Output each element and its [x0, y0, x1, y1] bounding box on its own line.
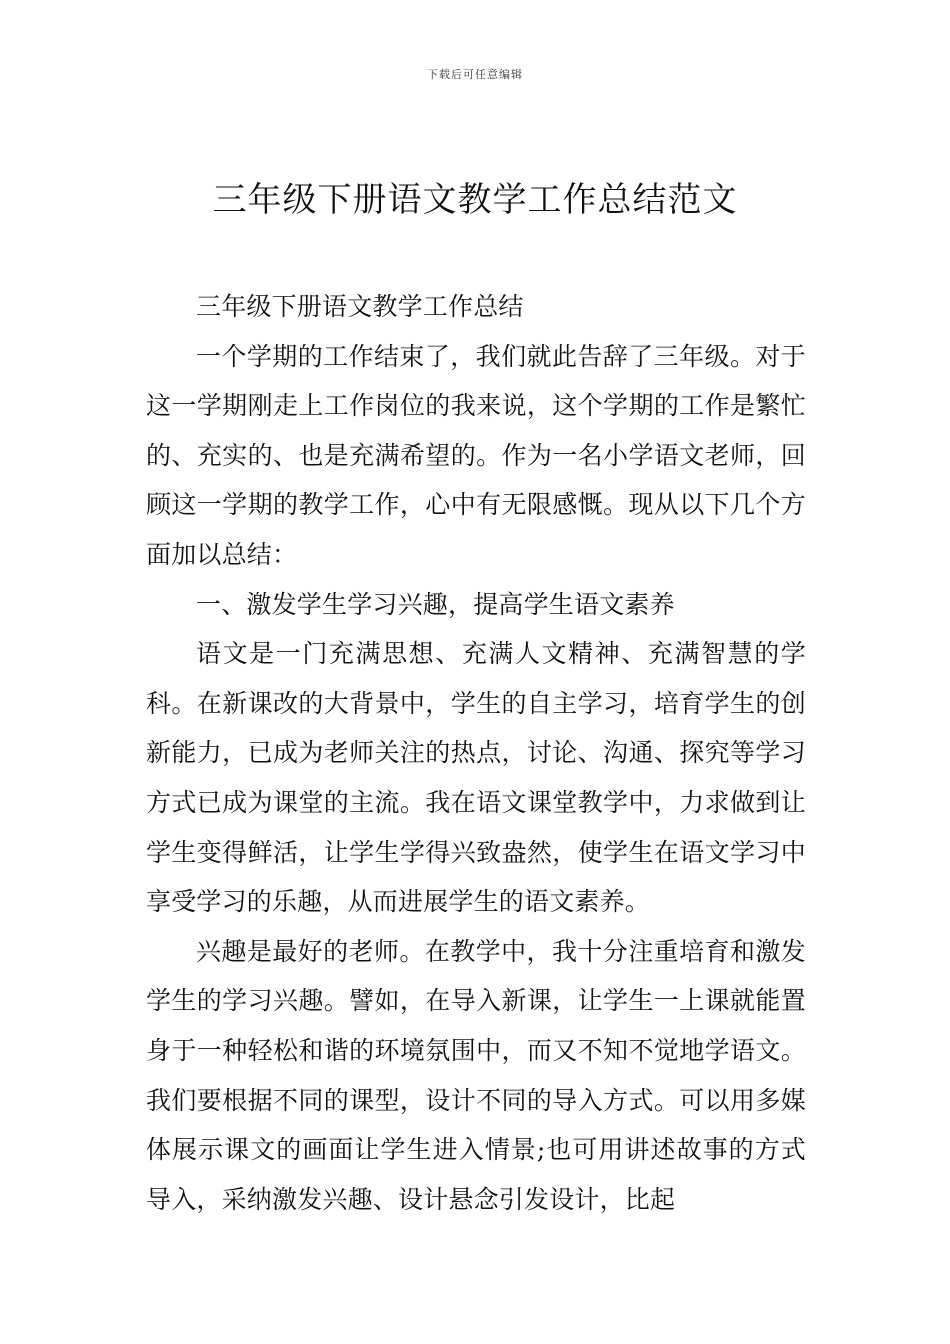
paragraph-intro: 一个学期的工作结束了，我们就此告辞了三年级。对于这一学期刚走上工作岗位的我来说，这个学期的工作是繁忙的、充实的、也是充满希望的。作为一名小学语文老师，回顾这一学期的教学工作，心中有无限感慨。现从以下几个方面加以总结： [146, 341, 806, 569]
paragraph-subtitle: 三年级下册语文教学工作总结 [196, 292, 524, 321]
document-title: 三年级下册语文教学工作总结范文 [212, 180, 738, 220]
section-heading-1: 一、激发学生学习兴趣，提高学生语文素养 [196, 589, 675, 619]
document-body [146, 282, 806, 1224]
header-note: 下载后可任意编辑 [427, 68, 523, 81]
paragraph-interest: 兴趣是最好的老师。在教学中，我十分注重培育和激发学生的学习兴趣。譬如，在导入新课，让学生一上课就能置身于一种轻松和谐的环境氛围中，而又不知不觉地学语文。我们要根据不同的课型，设计不同的导入方式。可以用多媒体展示课文的画面让学生进入情景;也可用讲述故事的方式导入，采纳激发兴趣、设计悬念引发设计，比起 [146, 936, 806, 1214]
paragraph-chinese-subject: 语文是一门充满思想、充满人文精神、充满智慧的学科。在新课改的大背景中，学生的自主学习，培育学生的创新能力，已成为老师关注的热点，讨论、沟通、探究等学习方式已成为课堂的主流。我在语文课堂教学中，力求做到让学生变得鲜活，让学生学得兴致盎然，使学生在语文学习中享受学习的乐趣，从而进展学生的语文素养。 [146, 639, 806, 917]
